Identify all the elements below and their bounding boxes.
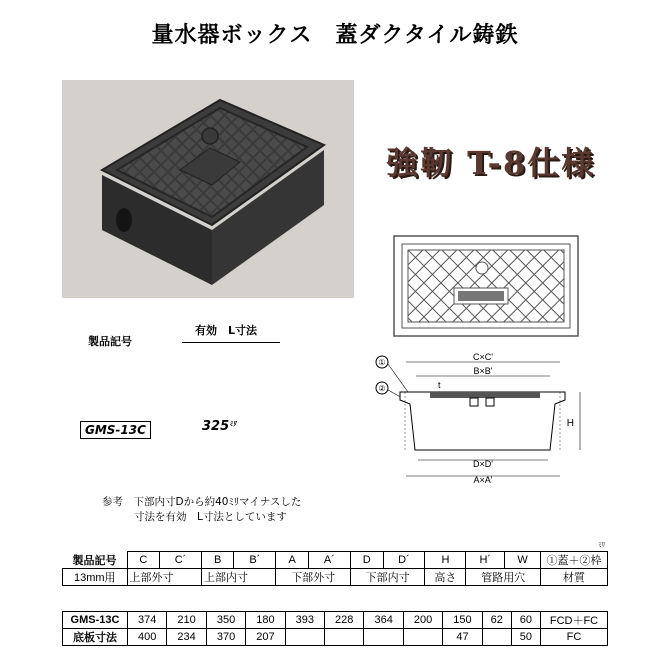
- top-view-drawing: [390, 232, 590, 342]
- section-drawing: [370, 352, 600, 487]
- subheader-cell: 下部内寸: [350, 569, 424, 586]
- note-line-1: 参考 下部内寸Dから約40ﾐﾘマイナスした: [102, 496, 302, 508]
- product-code-label: 製品記号: [88, 335, 132, 348]
- subheader-cell: 上部内寸: [201, 569, 275, 586]
- row-cell: 370: [206, 629, 245, 646]
- spec-table-header: [62, 551, 608, 586]
- dim-bb: B×B': [473, 366, 493, 376]
- row-cell: 47: [443, 629, 482, 646]
- table-subheader-row: [63, 569, 608, 586]
- spec-table-values: [62, 611, 608, 646]
- row-cell: GMS-13C: [63, 612, 128, 629]
- row-cell: 180: [246, 612, 285, 629]
- dim-cc: C×C': [473, 352, 493, 362]
- effective-length-label: 有効 L寸法: [195, 324, 258, 337]
- row-cell: 207: [246, 629, 285, 646]
- dim-dd: D×D': [473, 459, 493, 469]
- product-code-badge: GMS-13C: [80, 421, 151, 439]
- row-cell: 228: [325, 612, 364, 629]
- row-cell: 364: [364, 612, 403, 629]
- header-cell: C: [127, 552, 160, 569]
- row-cell: 62: [482, 612, 511, 629]
- row-cell: 50: [511, 629, 540, 646]
- row-cell: [364, 629, 403, 646]
- product-photo: [62, 80, 354, 298]
- subheader-cell: 高さ: [425, 569, 466, 586]
- table-row: [63, 612, 608, 629]
- header-cell: A´: [308, 552, 350, 569]
- marker-1: ①: [378, 358, 386, 367]
- marker-2: ②: [378, 384, 386, 393]
- page-title: 量水器ボックス 蓋ダクタイル鋳鉄: [151, 23, 519, 48]
- length-line: [182, 342, 280, 343]
- dim-h: H: [566, 418, 574, 429]
- row-cell: FCD＋FC: [541, 612, 608, 629]
- row-cell: [403, 629, 442, 646]
- row-cell: 200: [403, 612, 442, 629]
- row-cell: 374: [128, 612, 167, 629]
- subheader-cell: 下部外寸: [276, 569, 350, 586]
- dim-aa: A×A': [473, 475, 493, 485]
- dim-t: t: [438, 380, 441, 390]
- effective-length-value: 325: [202, 419, 230, 434]
- header-cell: ①蓋＋②枠: [541, 552, 608, 569]
- row-cell: 393: [285, 612, 324, 629]
- row-cell: 350: [206, 612, 245, 629]
- row-cell: 150: [443, 612, 482, 629]
- row-cell: 234: [167, 629, 206, 646]
- header-cell: W: [505, 552, 541, 569]
- row-cell: 400: [128, 629, 167, 646]
- row-cell: 210: [167, 612, 206, 629]
- header-cell: B´: [234, 552, 276, 569]
- table-header-row: [63, 552, 608, 569]
- note: [102, 495, 301, 525]
- row-cell: FC: [541, 629, 608, 646]
- subheader-cell: 上部外寸: [127, 569, 201, 586]
- header-cell: 製品記号: [63, 552, 128, 569]
- row-cell: [325, 629, 364, 646]
- header-cell: D: [350, 552, 383, 569]
- subheader-cell: 13mm用: [63, 569, 128, 586]
- effective-length: [202, 419, 236, 434]
- row-cell: [482, 629, 511, 646]
- subheader-cell: 材質: [541, 569, 608, 586]
- row-cell: [285, 629, 324, 646]
- table-row: [63, 629, 608, 646]
- header-cell: D´: [383, 552, 425, 569]
- header-cell: H´: [466, 552, 505, 569]
- table-unit-mark: ﾐﾘ: [598, 541, 605, 549]
- effective-length-unit: ﾐﾘ: [229, 420, 237, 428]
- note-line-2: 寸法を有効 L寸法としています: [134, 511, 287, 523]
- header-cell: B: [201, 552, 233, 569]
- row-cell: 底板寸法: [63, 629, 128, 646]
- row-cell: 60: [511, 612, 540, 629]
- header-cell: A: [276, 552, 308, 569]
- header-cell: C´: [160, 552, 202, 569]
- spec-title: 強靭 T-8仕様: [386, 144, 596, 182]
- header-cell: H: [425, 552, 466, 569]
- subheader-cell: 管路用穴: [466, 569, 541, 586]
